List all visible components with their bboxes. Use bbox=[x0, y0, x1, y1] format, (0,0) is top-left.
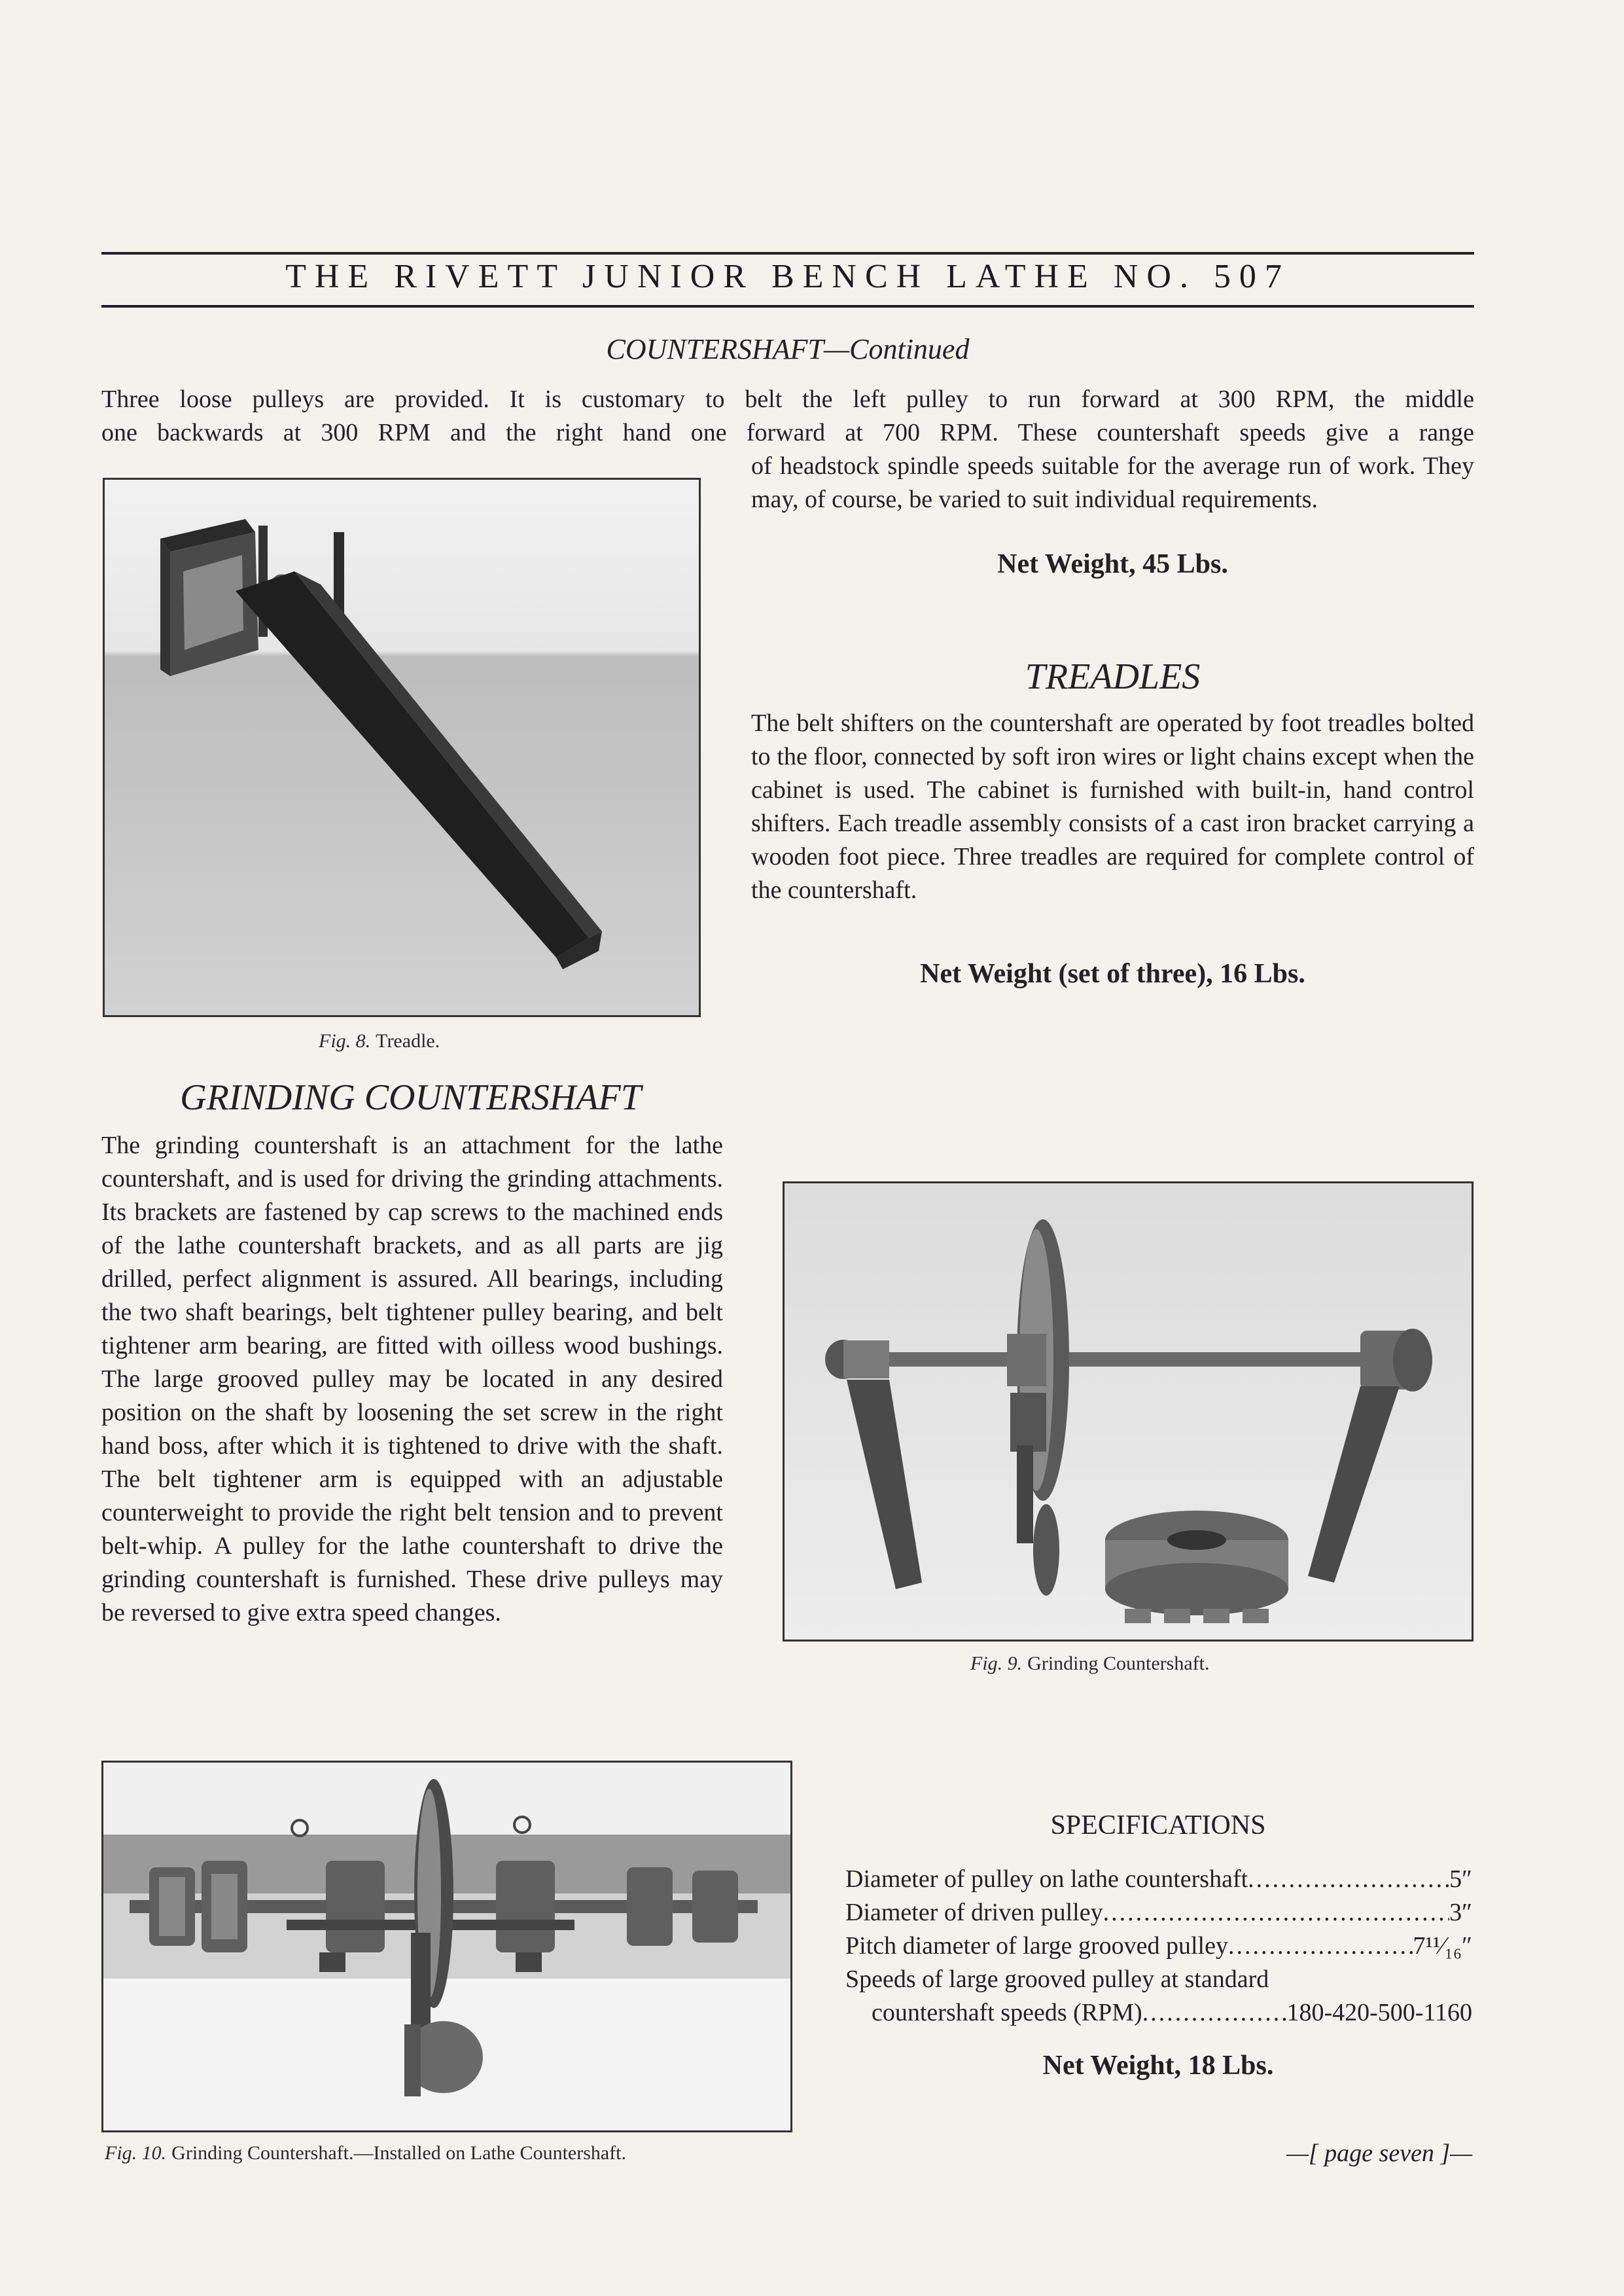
fig-10-text: Grinding Countershaft.—Installed on Lathe Countershaft. bbox=[171, 2142, 627, 2164]
fig-8-treadle-photo bbox=[103, 478, 701, 1017]
specifications-heading: SPECIFICATIONS bbox=[1050, 1810, 1266, 1840]
specifications-net-weight: Net Weight, 18 Lbs. bbox=[1042, 2051, 1274, 2081]
spec-row-lathe-pulley bbox=[845, 1863, 1472, 1896]
spec-label: Diameter of pulley on lathe countershaft bbox=[845, 1865, 1248, 1893]
treadles-heading: TREADLES bbox=[1025, 656, 1201, 697]
fig-9-text: Grinding Countershaft. bbox=[1027, 1653, 1210, 1674]
countershaft-line-2: one backwards at 300 RPM and the right hand one forward at 700 RPM. These countershaft speeds give a range bbox=[101, 419, 1474, 446]
fig-10-caption bbox=[105, 2142, 626, 2164]
specifications-list bbox=[845, 1863, 1472, 2030]
page-number: —[ page seven ]— bbox=[1286, 2140, 1472, 2167]
treadles-body: The belt shifters on the countershaft are operated by foot treadles bolted to the floor, connected by soft iron wires or light chains except when the cabinet is used. The cabinet is furnished with built-in, hand control shifters. Each treadle assembly consists of a cast iron bracket carrying a wooden foot piece. Three treadles are required for complete control of the countershaft. bbox=[751, 709, 1474, 904]
fig-8-text: Treadle. bbox=[376, 1030, 440, 1052]
spec-label: Pitch diameter of large grooved pulley bbox=[845, 1932, 1228, 1960]
grinding-countershaft-body: The grinding countershaft is an attachment for the lathe countershaft, and is used for driving the grinding attachments. Its brackets are fastened by cap screws to the machined ends of the lathe countershaft brackets, and as all parts are jig drilled, perfect alignment is assured. All bearings, including the two shaft bearings, belt tightener pulley bearing, and belt tightener arm bearing, are fitted with oilless wood bushings. The large grooved pulley may be located in any desired position on the shaft by loosening the set screw in the right hand boss, after which it is tightened to drive with the shaft. The belt tightener arm is equipped with an adjustable counterweight to provide the right belt tension and to prevent belt-whip. A pulley for the lathe countershaft to drive the grinding countershaft is furnished. These drive pulleys may be reversed to give extra speed changes. bbox=[101, 1132, 723, 1626]
countershaft-line-1: Three loose pulleys are provided. It is customary to belt the left pulley to run forward at 300 RPM, the middle bbox=[101, 386, 1474, 413]
grinding-countershaft-heading: GRINDING COUNTERSHAFT bbox=[180, 1077, 641, 1118]
spec-row-grooved-pulley bbox=[845, 1929, 1472, 1963]
fig-8-caption bbox=[319, 1030, 440, 1052]
spec-value: 180-420-500-1160 bbox=[1286, 1999, 1472, 2026]
treadles-net-weight: Net Weight (set of three), 16 Lbs. bbox=[920, 959, 1305, 989]
header-rule-bottom bbox=[101, 305, 1474, 308]
page-header: THE RIVETT JUNIOR BENCH LATHE NO. 507 bbox=[285, 258, 1290, 295]
countershaft-continuation: of headstock spindle speeds suitable for the average run of work. They may, of course, be varied to suit individual requirements. bbox=[751, 452, 1474, 513]
fig-9-grinding-countershaft-photo bbox=[783, 1181, 1474, 1641]
spec-row-speeds bbox=[845, 1996, 1472, 2030]
spec-label: countershaft speeds (RPM) bbox=[872, 1999, 1142, 2026]
spec-row-speeds-heading bbox=[845, 1963, 1472, 1996]
spec-value: 3″ bbox=[1449, 1899, 1472, 1926]
fig-10-label: Fig. 10. bbox=[105, 2142, 167, 2164]
fig-9-caption bbox=[970, 1653, 1209, 1675]
fig-9-label: Fig. 9. bbox=[970, 1653, 1023, 1674]
fig-8-label: Fig. 8. bbox=[319, 1030, 371, 1052]
spec-label: Diameter of driven pulley bbox=[845, 1899, 1103, 1926]
spec-row-driven-pulley bbox=[845, 1896, 1472, 1929]
spec-value: 5″ bbox=[1449, 1865, 1472, 1893]
countershaft-continued-heading: COUNTERSHAFT—Continued bbox=[606, 333, 970, 365]
spec-label: Speeds of large grooved pulley at standard bbox=[845, 1965, 1269, 1993]
fig-10-installed-countershaft-photo bbox=[101, 1761, 792, 2132]
countershaft-net-weight: Net Weight, 45 Lbs. bbox=[997, 549, 1228, 579]
spec-value: 7¹¹⁄₁₆″ bbox=[1413, 1932, 1472, 1960]
